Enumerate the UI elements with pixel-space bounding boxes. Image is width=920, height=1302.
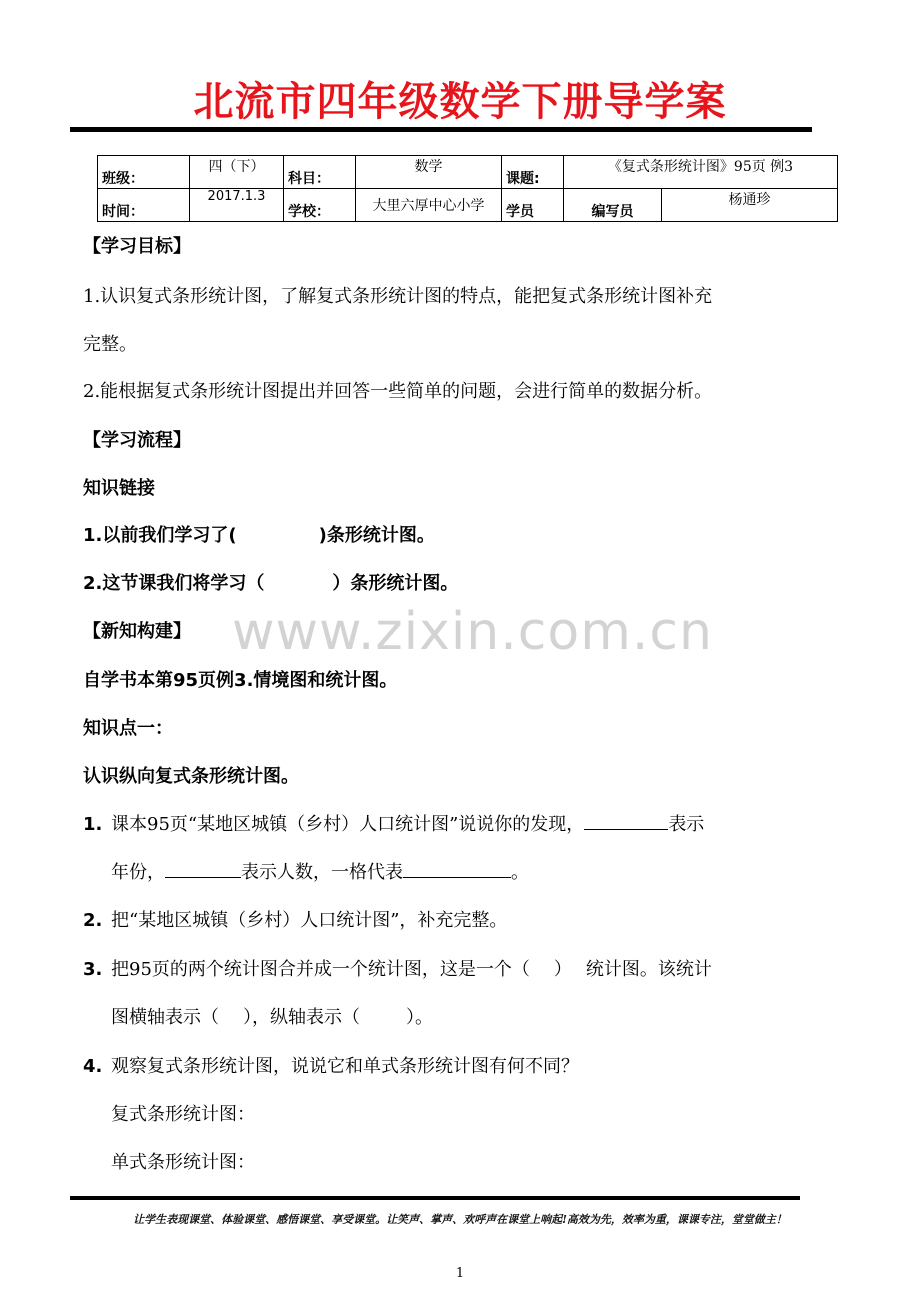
question-4 [83, 1052, 579, 1078]
info-row-1 [98, 156, 838, 189]
topic-label: 课题: [502, 156, 564, 189]
q1-text-b: 表示 [668, 814, 705, 835]
student-label: 学员 [502, 189, 564, 222]
footer-slogan: 让学生表现课堂、体验课堂、感悟课堂、享受课堂。让笑声、掌声、欢呼声在课堂上响起!高效为先，效率为重，课课专注，堂堂做主！ [133, 1213, 787, 1226]
link-item-1 [83, 521, 435, 547]
class-value: 四（下） [190, 156, 284, 189]
footer-divider [70, 1196, 800, 1200]
goal-1-line-1: 1.认识复式条形统计图，了解复式条形统计图的特点，能把复式条形统计图补充 [83, 286, 713, 307]
goals-heading: 【学习目标】 [83, 236, 191, 257]
question-3-line-2 [111, 1003, 433, 1029]
q1-text-c: 年份， [111, 862, 165, 883]
link-1-after: )条形统计图。 [318, 525, 435, 546]
author-label: 编写员 [564, 189, 662, 222]
point-title: 认识纵向复式条形统计图。 [83, 766, 299, 787]
link-2-before: 2.这节课我们将学习（ [83, 573, 265, 594]
q1-blank-2[interactable] [165, 859, 241, 878]
watermark: www.zixin.com.cn [232, 602, 713, 662]
subject-label: 科目： [284, 156, 356, 189]
question-3-number: 3. [83, 959, 103, 980]
link-1-before: 1.以前我们学习了( [83, 525, 237, 546]
q2-text: 把“某地区城镇（乡村）人口统计图”，补充完整。 [111, 910, 508, 931]
page-number: 1 [455, 1266, 465, 1281]
page-title: 北流市四年级数学下册导学案 [193, 79, 727, 125]
time-label: 时间： [98, 189, 190, 222]
info-table [97, 155, 838, 222]
q1-text-a: 课本95页“某地区城镇（乡村）人口统计图”说说你的发现， [111, 814, 585, 835]
point-heading: 知识点一： [83, 718, 173, 739]
subject-value: 数学 [356, 156, 502, 189]
time-value: 2017.1.3 [190, 189, 284, 222]
q1-text-d: 表示人数，一格代表 [241, 862, 403, 883]
link-heading: 知识链接 [83, 478, 155, 499]
q3-text-c: 统计图。该统计 [585, 959, 712, 980]
new-heading: 【新知构建】 [83, 621, 191, 642]
link-2-after: ）条形统计图。 [332, 573, 459, 594]
q3-text-b: ） [553, 959, 572, 980]
author-value: 杨通珍 [662, 189, 838, 222]
q3-text-a: 把95页的两个统计图合并成一个统计图，这是一个（ [111, 959, 530, 980]
question-4-number: 4. [83, 1056, 103, 1077]
question-1-number: 1. [83, 814, 103, 835]
q4-text: 观察复式条形统计图，说说它和单式条形统计图有何不同？ [111, 1056, 579, 1077]
single-chart-answer: 单式条形统计图： [111, 1152, 255, 1173]
q1-blank-1[interactable] [584, 811, 668, 830]
compound-chart-answer: 复式条形统计图： [111, 1104, 255, 1125]
goal-1-line-2: 完整。 [83, 334, 137, 355]
goal-2: 2.能根据复式条形统计图提出并回答一些简单的问题，会进行简单的数据分析。 [83, 381, 713, 402]
question-1-line-2 [111, 858, 529, 884]
q1-blank-3[interactable] [403, 859, 511, 878]
q3-text-e: ），纵轴表示（ [243, 1007, 360, 1028]
process-heading: 【学习流程】 [83, 430, 191, 451]
self-study: 自学书本第95页例3.情境图和统计图。 [83, 670, 398, 691]
info-row-2 [98, 189, 838, 222]
link-item-2 [83, 569, 458, 595]
question-2-number: 2. [83, 910, 103, 931]
question-1-line-1 [83, 810, 704, 836]
school-value: 大里六厚中心小学 [356, 189, 502, 222]
q3-text-f: ）。 [406, 1007, 433, 1028]
question-3-line-1 [83, 955, 712, 981]
question-2 [83, 906, 507, 932]
school-label: 学校： [284, 189, 356, 222]
title-divider [70, 127, 812, 132]
class-label: 班级： [98, 156, 190, 189]
q1-text-e: 。 [511, 862, 529, 883]
q3-text-d: 图横轴表示（ [111, 1007, 219, 1028]
topic-value: 《复式条形统计图》95页 例3 [564, 156, 838, 189]
